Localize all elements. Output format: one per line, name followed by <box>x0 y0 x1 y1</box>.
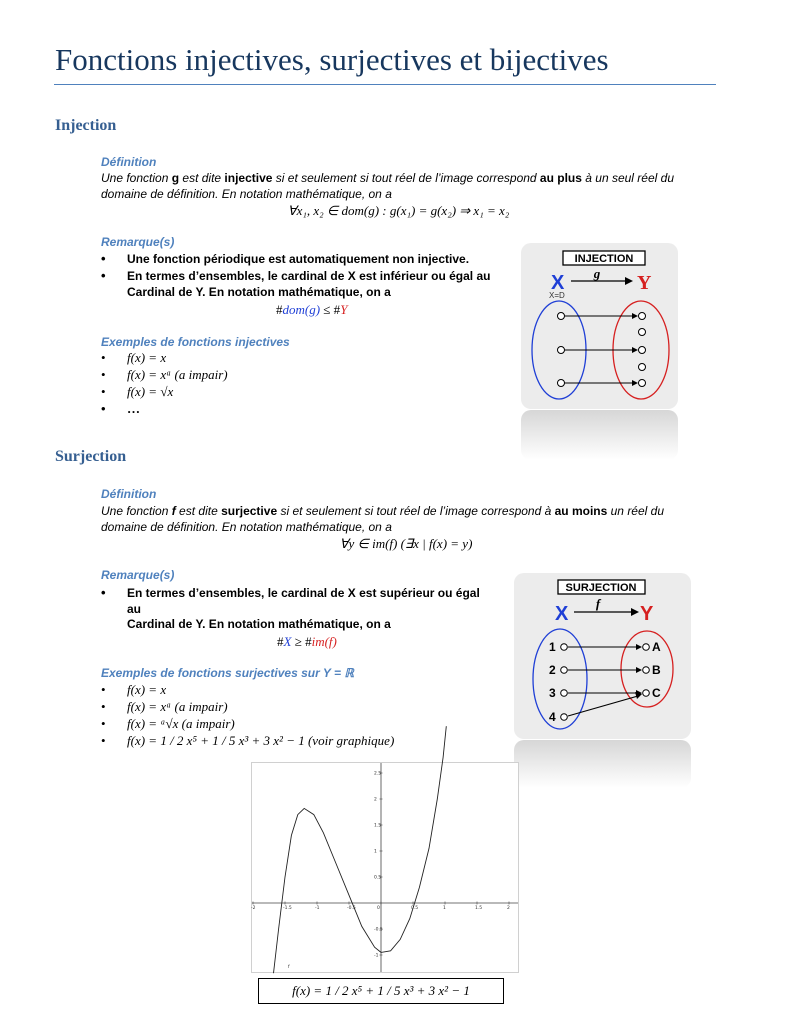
graph-y-tick-label: -0.5 <box>374 927 383 933</box>
surjection-diagram-map: f <box>595 596 601 611</box>
injection-diagram-domain: X=D <box>549 291 565 300</box>
surjection-examples-list <box>101 682 521 752</box>
graph-x-tick-label: -2 <box>251 906 256 911</box>
list-item: • … <box>101 401 140 416</box>
injection-diagram <box>521 243 678 409</box>
page-title: Fonctions injectives, surjectives et bijectives <box>55 42 609 77</box>
injection-definition-label: Définition <box>101 155 157 169</box>
surjection-remarks-list <box>101 585 501 619</box>
injection-cardinal-formula: #dom(g) ≤ #Y <box>276 302 348 317</box>
graph-y-tick-label: -1 <box>374 953 379 959</box>
surjection-diagram-right-c: C <box>652 686 661 700</box>
list-item: • Une fonction périodique est automatiquement non injective. <box>101 251 470 266</box>
surjection-diagram-y: Y <box>640 603 654 625</box>
surjection-heading: Surjection <box>55 448 127 465</box>
injection-examples-label: Exemples de fonctions injectives <box>101 335 290 349</box>
list-item: • En termes d’ensembles, le cardinal de X est supérieur ou égal <box>101 585 480 600</box>
injection-heading: Injection <box>55 117 117 134</box>
surjection-definition-line1: Une fonction f est dite surjective si et seulement si tout réel de l’image correspond à au moins un réel du <box>101 504 665 518</box>
surjection-diagram-right-b: B <box>652 663 661 677</box>
list-item: • f(x) = xᵃ (a impair) <box>101 367 228 382</box>
surjection-remark-continuation: Cardinal de Y. En notation mathématique, on a <box>127 617 391 631</box>
graph-x-tick-label: -1 <box>315 906 320 911</box>
function-curve <box>274 726 447 973</box>
title-underline <box>54 84 716 85</box>
list-item-continuation: au <box>127 602 142 616</box>
list-item: • f(x) = 1 / 2 x⁵ + 1 / 5 x³ + 3 x² − 1 (voir graphique) <box>101 733 395 748</box>
surjection-cardinal-formula: #X ≥ #im(f) <box>277 634 337 649</box>
injection-formula: ∀x₁, x₂ ∈ dom(g) : g(x₁) = g(x₂) ⇒ x₁ = x₂ <box>287 203 510 218</box>
injection-examples-list <box>101 350 401 420</box>
surjection-remarks-label: Remarque(s) <box>101 568 175 582</box>
surjection-diagram-reflection <box>514 740 691 788</box>
surjection-formula: ∀y ∈ im(f) (∃x | f(x) = y) <box>339 536 473 551</box>
surjection-examples-label: Exemples de fonctions surjectives sur Y = ℝ <box>101 666 354 680</box>
graph-x-tick-label: -0.5 <box>347 906 356 911</box>
graph-y-tick-label: 1 <box>374 849 377 855</box>
graph-y-tick-label: 2.5 <box>374 771 382 777</box>
surjection-definition-line2: domaine de définition. En notation mathématique, on a <box>101 520 392 534</box>
surjection-diagram <box>514 573 691 739</box>
list-item: • f(x) = √x <box>101 384 174 399</box>
injection-diagram-title: INJECTION <box>574 253 634 265</box>
graph-formula-box: f(x) = 1 / 2 x⁵ + 1 / 5 x³ + 3 x² − 1 <box>258 978 504 1004</box>
graph-x-tick-label: 2 <box>507 906 510 911</box>
injection-diagram-y: Y <box>637 272 652 294</box>
surjection-diagram-left-1: 1 <box>549 640 556 654</box>
list-item: • En termes d’ensembles, le cardinal de X est inférieur ou égal au <box>101 268 491 283</box>
graph-y-tick-label: 1.5 <box>374 823 382 829</box>
surjection-diagram-right-a: A <box>652 640 661 654</box>
list-item: • f(x) = xᵃ (a impair) <box>101 699 228 714</box>
injection-definition-line2: domaine de définition. En notation mathématique, on a <box>101 187 392 201</box>
surjection-diagram-left-3: 3 <box>549 686 556 700</box>
graph-y-tick-label: 2 <box>374 797 377 803</box>
injection-definition-line1: Une fonction g est dite injective si et seulement si tout réel de l’image correspond au plus à un seul réel du <box>101 171 674 185</box>
function-graph-plot <box>252 763 518 972</box>
surjection-definition-label: Définition <box>101 487 157 501</box>
surjection-diagram-left-2: 2 <box>549 663 556 677</box>
injection-diagram-reflection <box>521 410 678 460</box>
injection-remarks-label: Remarque(s) <box>101 235 175 249</box>
graph-x-tick-label: 0 <box>377 906 380 911</box>
graph-x-tick-label: 1 <box>443 906 446 911</box>
surjection-diagram-left-4: 4 <box>549 710 556 724</box>
graph-x-tick-label: -1.5 <box>283 906 292 911</box>
injection-remark-continuation: Cardinal de Y. En notation mathématique, on a <box>127 285 391 299</box>
injection-diagram-x: X <box>551 272 565 294</box>
injection-diagram-map: g <box>593 266 601 281</box>
list-item: • f(x) = ᵃ√x (a impair) <box>101 716 235 731</box>
graph-y-tick-label: 0.5 <box>374 875 382 881</box>
list-item: • f(x) = x <box>101 682 167 697</box>
surjection-diagram-title: SURJECTION <box>565 582 637 594</box>
injection-remarks-list <box>101 251 501 287</box>
surjection-diagram-x: X <box>555 603 569 625</box>
graph-x-tick-label: 1.5 <box>475 906 483 911</box>
list-item: • f(x) = x <box>101 350 167 365</box>
graph-curve-label: f <box>288 965 290 970</box>
function-graph <box>251 762 519 973</box>
graph-x-tick-label: 0.5 <box>411 906 419 911</box>
